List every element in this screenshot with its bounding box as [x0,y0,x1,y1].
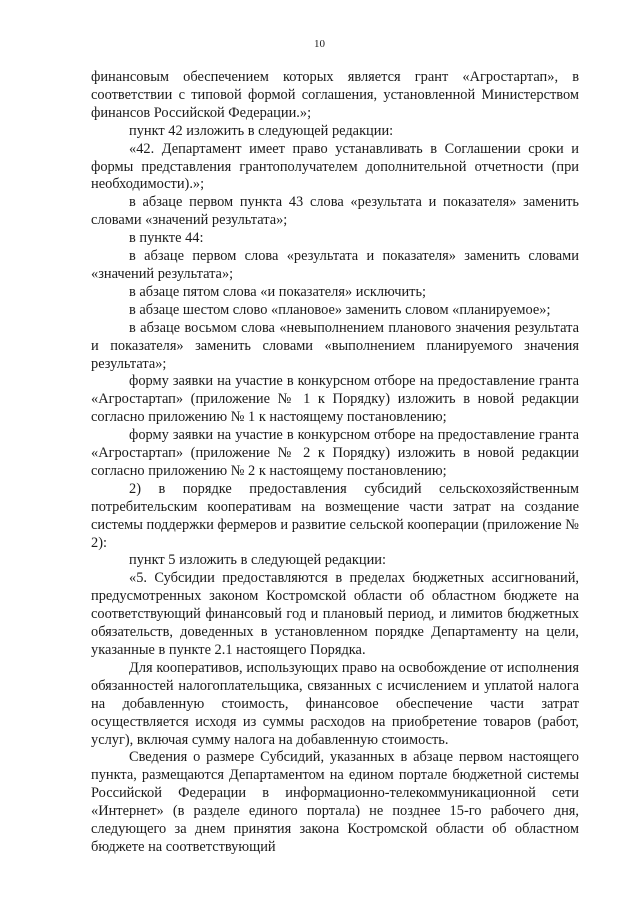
paragraph: форму заявки на участие в конкурсном отборе на предоставление гранта «Агростартап» (приложение № 1 к Порядку) изложить в новой редакции согласно приложению № 1 к настоящему постановлению; [91,373,579,426]
paragraph: в абзаце первом пункта 43 слова «результата и показателя» заменить словами «значений результата»; [91,194,579,229]
paragraph: форму заявки на участие в конкурсном отборе на предоставление гранта «Агростартап» (приложение № 2 к Порядку) изложить в новой редакции согласно приложению № 2 к настоящему постановлению; [91,427,579,479]
paragraph: пункт 5 изложить в следующей редакции: [129,552,386,569]
paragraph: «5. Субсидии предоставляются в пределах бюджетных ассигнований, предусмотренных законом Костромской области об областном бюджете на соответствующий финансовый год и плановый период, и лимитов бюджетных обязательств, доведенных в установленном порядке Департаменту на цели, указанные в пункте 2.1 настоящего Порядка. [91,570,579,658]
document-body [91,69,579,857]
page-number: 10 [314,38,325,50]
paragraph: в абзаце восьмом слова «невыполнением планового значения результата и показателя» заменить словами «выполнением планируемого значения результата»; [91,319,579,372]
paragraph: в абзаце первом слова «результата и показателя» заменить словами «значений результата»; [91,248,579,282]
paragraph: пункт 42 изложить в следующей редакции: [129,122,394,139]
paragraph: в абзаце шестом слово «плановое» заменить словом «планируемое»; [129,301,551,318]
paragraph: в пункте 44: [129,230,204,247]
paragraph: финансовым обеспечением которых является грант «Агростартап», в соответствии с типовой формой соглашения, установленной Министерством финансов Российской Федерации.»; [91,69,579,121]
paragraph: в абзаце пятом слова «и показателя» исключить; [129,283,427,300]
paragraph: Сведения о размере Субсидий, указанных в абзаце первом настоящего пункта, размещаются Департаментом на едином портале бюджетной системы Российской Федерации в информационно-телекоммуникационной сети «Интернет» (в разделе единого портала) не позднее 15-го рабочего дня, следующего за днем принятия закона Костромской области об областном бюджете на соответствующий [91,749,579,855]
paragraph: Для кооперативов, использующих право на освобождение от исполнения обязанностей налогоплательщика, связанных с исчислением и уплатой налога на добавленную стоимость, финансовое обеспечение части затрат осуществляется исходя из суммы расходов на приобретение товаров (работ, услуг), включая сумму налога на добавленную стоимость. [91,659,579,748]
paragraph: 2) в порядке предоставления субсидий сельскохозяйственным потребительским кооперативам на возмещение части затрат на создание системы поддержки фермеров и развитие сельской кооперации (приложение № 2): [91,480,579,551]
paragraph: «42. Департамент имеет право устанавливать в Соглашении сроки и формы представления грантополучателем дополнительной отчетности (при необходимости).»; [91,140,579,193]
